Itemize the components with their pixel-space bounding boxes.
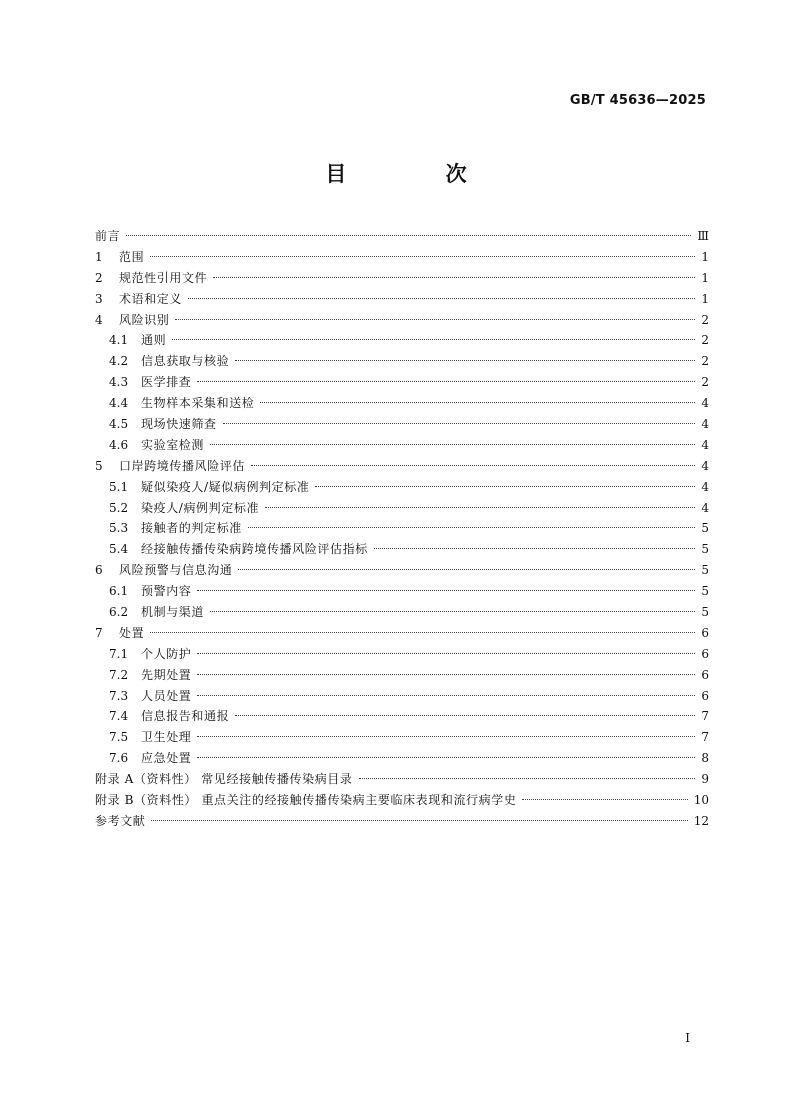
toc-entry-number: 7.5 [109,730,129,745]
toc-entry-number: 4.6 [109,437,129,452]
toc-entry-label: 前言 [95,229,121,243]
toc-entry[interactable] [95,289,709,310]
toc-entry-page: Ⅲ [697,229,709,243]
toc-entry-number: 5.1 [109,479,129,494]
toc-dot-leader [150,256,695,257]
toc-entry-page: 4 [701,500,709,515]
toc-dot-leader [197,381,695,382]
toc-entry[interactable] [95,811,709,832]
toc-entry[interactable] [95,414,709,435]
toc-entry-number: 4 [95,312,103,327]
toc-dot-leader [315,486,695,487]
toc-entry[interactable] [95,748,709,769]
toc-entry[interactable] [95,268,709,289]
toc-dot-leader [260,402,695,403]
toc-entry-number: 6.2 [109,605,129,620]
toc-entry-page: 4 [701,437,709,452]
toc-entry[interactable] [95,330,709,351]
toc-entry-label: 口岸跨境传播风险评估 [119,458,246,473]
toc-entry-page: 2 [701,375,709,390]
toc-dot-leader [248,527,695,528]
toc-entry-number: 3 [95,291,103,306]
toc-entry[interactable] [95,560,709,581]
toc-entry[interactable] [95,226,709,247]
toc-entry-number: 4.4 [109,396,129,411]
toc-entry[interactable] [95,247,709,268]
toc-entry-label: 现场快速筛查 [141,417,217,432]
toc-dot-leader [265,507,695,508]
toc-entry[interactable] [95,790,709,811]
toc-entry-page: 2 [701,333,709,348]
toc-entry-label: 风险预警与信息沟通 [119,563,233,578]
toc-entry-number: 7.6 [109,751,129,766]
toc-entry[interactable] [95,435,709,456]
toc-dot-leader [197,695,695,696]
toc-entry[interactable] [95,351,709,372]
toc-entry-label: 疑似染疫人/疑似病例判定标准 [141,479,310,494]
toc-entry-label: 处置 [119,625,145,640]
toc-entry-label: 术语和定义 [119,291,183,306]
toc-entry[interactable] [95,769,709,790]
toc-entry[interactable] [95,498,709,519]
toc-dot-leader [172,339,695,340]
toc-dot-leader [151,820,687,821]
toc-entry-number: 5.2 [109,500,129,515]
toc-entry-number: 5.4 [109,542,129,557]
toc-entry-number: 7.4 [109,709,129,724]
toc-entry[interactable] [95,310,709,331]
toc-entry-page: 4 [701,396,709,411]
toc-entry-page: 1 [701,270,709,285]
toc-entry-label: 附录 B（资料性） 重点关注的经接触传播传染病主要临床表现和流行病学史 [95,793,517,808]
toc-dot-leader [522,799,687,800]
toc-entry-label: 风险识别 [119,312,170,327]
toc-dot-leader [210,444,695,445]
toc-dot-leader [213,277,695,278]
toc-dot-leader [223,423,695,424]
toc-dot-leader [197,736,695,737]
toc-entry-page: 7 [701,730,709,745]
toc-entry-label: 机制与渠道 [141,605,205,620]
toc-entry-label: 信息报告和通报 [141,709,230,724]
toc-entry-page: 6 [701,667,709,682]
toc-entry-page: 5 [701,605,709,620]
toc-dot-leader [359,778,696,779]
toc-entry-page: 1 [701,291,709,306]
toc-dot-leader [197,757,695,758]
footer-page-number: I [685,1031,690,1045]
toc-entry-label: 经接触传播传染病跨境传播风险评估指标 [141,542,368,557]
toc-entry-number: 6.1 [109,584,129,599]
toc-dot-leader [210,611,695,612]
toc-dot-leader [188,298,695,299]
toc-entry-number: 5.3 [109,521,129,536]
toc-entry-page: 6 [701,646,709,661]
page-title: 目 次 [325,162,513,186]
table-of-contents [95,226,709,832]
toc-entry[interactable] [95,727,709,748]
toc-dot-leader [150,632,695,633]
toc-dot-leader [197,674,695,675]
toc-entry-number: 4.5 [109,417,129,432]
toc-entry-page: 2 [701,354,709,369]
toc-entry[interactable] [95,602,709,623]
toc-entry-label: 先期处置 [141,667,192,682]
toc-entry-label: 个人防护 [141,646,192,661]
toc-dot-leader [235,360,695,361]
toc-entry[interactable] [95,644,709,665]
toc-entry[interactable] [95,518,709,539]
toc-entry[interactable] [95,539,709,560]
toc-entry[interactable] [95,581,709,602]
toc-dot-leader [374,548,695,549]
toc-entry-page: 9 [701,772,709,787]
toc-entry-number: 4.2 [109,354,129,369]
toc-entry-label: 卫生处理 [141,730,192,745]
toc-dot-leader [175,319,695,320]
toc-entry[interactable] [95,706,709,727]
toc-entry-page: 4 [701,479,709,494]
toc-entry-number: 7.2 [109,667,129,682]
toc-entry-number: 2 [95,270,103,285]
toc-entry-page: 7 [701,709,709,724]
toc-entry-page: 6 [701,688,709,703]
toc-entry-number: 4.3 [109,375,129,390]
toc-entry-label: 生物样本采集和送检 [141,396,255,411]
toc-entry-label: 通则 [141,333,167,348]
toc-entry-page: 5 [701,521,709,536]
toc-entry-page: 4 [701,458,709,473]
toc-dot-leader [126,235,691,236]
toc-entry-page: 4 [701,417,709,432]
toc-entry-number: 5 [95,458,103,473]
toc-entry-label: 染疫人/病例判定标准 [141,500,260,515]
toc-entry-number: 7 [95,625,103,640]
standard-code: GB/T 45636—2025 [569,93,706,108]
toc-entry-page: 10 [693,793,709,808]
toc-entry[interactable] [95,665,709,686]
toc-entry-label: 实验室检测 [141,437,205,452]
toc-entry-number: 6 [95,563,103,578]
toc-entry-label: 接触者的判定标准 [141,521,242,536]
toc-dot-leader [251,465,695,466]
toc-entry-page: 8 [701,751,709,766]
toc-entry-label: 附录 A（资料性） 常见经接触传播传染病目录 [95,772,353,787]
toc-entry-number: 1 [95,249,103,264]
toc-entry-label: 范围 [119,249,145,264]
toc-entry-label: 规范性引用文件 [119,270,208,285]
toc-entry-number: 7.3 [109,688,129,703]
toc-entry-page: 5 [701,542,709,557]
toc-entry-page: 12 [693,813,709,828]
toc-dot-leader [235,715,695,716]
toc-entry-label: 信息获取与核验 [141,354,230,369]
toc-dot-leader [238,569,695,570]
toc-entry[interactable] [95,456,709,477]
toc-entry-label: 医学排查 [141,375,192,390]
toc-entry-label: 参考文献 [95,813,146,828]
toc-dot-leader [197,590,695,591]
toc-entry-page: 1 [701,249,709,264]
toc-entry[interactable] [95,686,709,707]
toc-entry-label: 预警内容 [141,584,192,599]
toc-entry-label: 应急处置 [141,751,192,766]
toc-entry[interactable] [95,393,709,414]
toc-dot-leader [197,653,695,654]
toc-entry-number: 7.1 [109,646,129,661]
toc-entry-page: 6 [701,625,709,640]
toc-entry-number: 4.1 [109,333,129,348]
toc-entry-page: 5 [701,584,709,599]
toc-entry-label: 人员处置 [141,688,192,703]
toc-entry[interactable] [95,623,709,644]
toc-entry[interactable] [95,372,709,393]
toc-entry[interactable] [95,477,709,498]
toc-entry-page: 2 [701,312,709,327]
toc-entry-page: 5 [701,563,709,578]
